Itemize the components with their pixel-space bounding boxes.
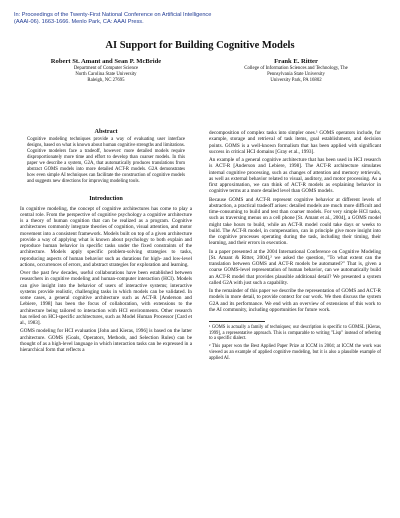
author-department: College of Information Sciences and Technology, The [244,66,348,71]
paper-title: AI Support for Building Cognitive Models [105,40,295,51]
author-location: University Park, PA 16802 [270,77,322,83]
author-block-psu [205,58,387,84]
body-paragraph: In a paper presented at the 2004 International Conference on Cognitive Modeling [St. Amant & Ritter, 2004],² we asked the question, "To what extent can the translation between GOMS and ACT-R models be automated?" That is, given a coarse GOMS-level representation of human behavior, can we automatically build an ACT-R model that provides plausible additional detail? We presented a system called G2A with just such a capability. [209,248,381,286]
footnote: ¹ GOMS is actually a family of techniques; our description is specific to GOMSL [Kieras, 1999], a representative approach. This is comparable to writing "Lisp" instead of referring to a specific dialect. [209,325,381,342]
body-paragraph: GOMS modeling for HCI evaluation [John and Kieras, 1996] is based on the latter architecture. GOMS (Goals, Operators, Methods, and Selection Rules) can be thought of as a high-level language in which interaction tasks can be expressed in a hierarchical form that reflects a [20,328,192,354]
body-paragraph: In the remainder of this paper we describe the representation of GOMS and ACT-R models in more detail, to provide context for our work. We then discuss the system G2A and its performance. We end with an overview of extensions of this work to the AI community, including opportunities for future work. [209,288,381,313]
body-paragraph: In cognitive modeling, the concept of cognitive architectures has come to play a central role. From the perspective of cognitive psychology a cognitive architecture is a theory of human cognition that can be realized as a program. Cognitive architectures commonly integrate theories of cognition, visual attention, and motor movement into a consistent framework. Models built on top of a given architecture provide a way of applying what is known about psychology to both explain and reproduce human behavior in specific tasks under the fixed constraints of the architecture. Models apply specific problem-solving strategies to tasks, reproducing aspects of human behavior such as durations for high- and low-level actions, occurrences of errors, and abstract strategies for exploration and learning. [20,205,192,268]
abstract-heading: Abstract [94,128,118,135]
author-names: Frank E. Ritter [274,58,318,65]
footnote: ² This paper won the Best Applied Paper Prize at ICCM in 2004; at ICCM the work was viewed as an example of applied cognitive modeling, but it is also a plausible example of applied AI. [209,344,381,361]
introduction-heading: Introduction [89,194,123,202]
author-location: Raleigh, NC 27695 [87,77,125,83]
body-paragraph: decomposition of complex tasks into simpler ones.¹ GOMS operators include, for example, storage and retrieval of task items, goal establishment, and decision points. GOMS is a well-known formalism that has been applied with significant success in critical HCI domains [Gray et al., 1993]. [209,130,381,155]
author-department: Department of Computer Science [73,66,139,71]
body-paragraph: An example of a general cognitive architecture that has been used in HCI research is ACT-R [Anderson and Lebiere, 1998]. The ACT-R architecture simulates internal cognitive processing, such as changes of attention and memory retrievals, as well as external behavior related to visual, auditory, and motor processing. As a first approximation, we can think of ACT-R models as explaining behavior in cognitive terms at a more detailed level than GOMS models. [209,157,381,195]
body-paragraph: Because GOMS and ACT-R represent cognitive behavior at different levels of abstraction, a practical tradeoff arises: detailed models are much more difficult and time-consuming to build and test than coarser models. For very simple HCI tasks, such as traversing menus on a cell phone [St. Amant et al., 2004], a GOMS model might take hours to build, while an ACT-R model could take days or weeks to build. The ACT-R model, in compensation, can in principle give more insight into the cognitive processes operating during the task, including their timing, their learning, and their errors in execution. [209,196,381,247]
author-block-ncsu [18,58,194,84]
footnote-divider [209,321,265,322]
proceedings-citation: In: Proceedings of the Twenty-First National Conference on Artificial Intelligence (AAAI-06). 1663-1666. Menlo Park, CA: AAAI Press. [14,12,212,25]
abstract-text: Cognitive modeling techniques provide a way of evaluating user interface designs, based on what is known about human cognitive strengths and limitations. Cognitive modelers face a tradeoff, however: more detailed models require disproportionately more time and effort to develop than coarser models. In this paper we describe a system, G2A, that automatically produces translations from abstract GOMS models into more detailed ACT-R models. G2A demonstrates how even simple AI techniques can facilitate the construction of cognitive models and suggests new directions for improving modeling tools. [27,137,185,184]
right-column [209,130,381,363]
left-column [20,128,192,355]
author-names: Robert St. Amant and Sean P. McBride [50,58,162,65]
author-institution: Pennsylvania State University [267,71,325,77]
body-paragraph: Over the past few decades, useful collaborations have been established between researchers in cognitive modeling and human-computer interaction (HCI). Models can give insight into the behavior of users of interactive systems; interactive systems provide realistic, challenging tasks in which models can be validated. In some cases, a general cognitive architecture such as ACT-R [Anderson and Lebiere, 1998] has been the focus of collaboration, with extensions to the architecture being tailored to interaction with HCI environments. Other research has relied on HCI-specific architectures, such as Model Human Processor [Card et al., 1983]. [20,270,192,327]
author-institution: North Carolina State University [75,71,137,77]
